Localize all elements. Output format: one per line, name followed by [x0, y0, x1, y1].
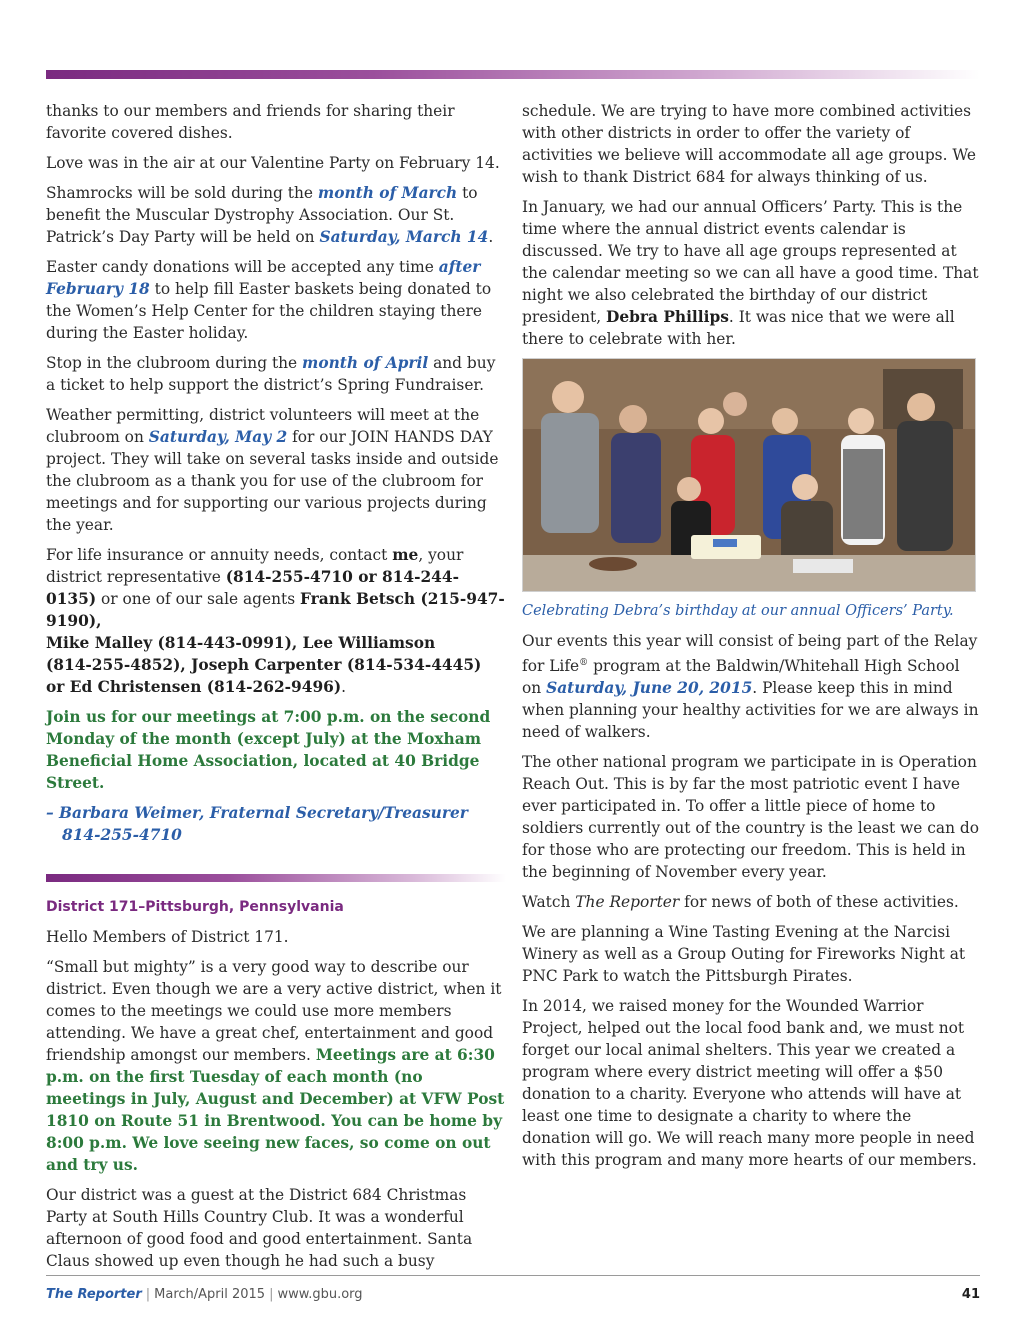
meeting-notice: Join us for our meetings at 7:00 p.m. on the second Monday of the month (except July) at the Moxham Beneficial Home Association, located at 40 Bridge Street. [46, 708, 491, 792]
page-footer: The Reporter | March/April 2015 | www.gbu.org 41 [46, 1287, 980, 1302]
paragraph: schedule. We are trying to have more combined activities with other districts in order to offer the variety of activities we believe will accommodate all age groups. We wish to thank District 684 for always thinking of us. [522, 102, 977, 186]
paragraph: In 2014, we raised money for the Wounded Warrior Project, helped out the local food bank and, we must not forget our local animal shelters. This year we created a program where every district meeting will offer a $50 donation to a charity. Everyone who attends will have at least one time to designate a charity to where the donation will go. We will reach many more people in need with this program and many more hearts of our members. [522, 997, 977, 1170]
paragraph: Stop in the clubroom during the month of April and buy a ticket to help support the district’s Spring Fundraiser. [46, 354, 496, 394]
contact-paragraph: For life insurance or annuity needs, contact me, your district representative (814-255-4710 or 814-244-0135) or one of our sale agents Frank Betsch (215-947-9190), Mike Malley (814-443-0991), Lee Williamson (814-255-4852), Joseph Carpenter (814-534-4445) or Ed Christensen (814-262-9496). [46, 546, 505, 696]
paragraph: Weather permitting, district volunteers will meet at the clubroom on Saturday, May 2 for our JOIN HANDS DAY project. They will take on several tasks inside and outside the clubroom as a thank you for use of the clubroom for meetings and for supporting our various projects during the year. [46, 406, 499, 534]
publication-name: The Reporter [46, 1287, 142, 1302]
page-number: 41 [961, 1287, 980, 1302]
paragraph: The other national program we participate in is Operation Reach Out. This is by far the most patriotic event I have ever participated in. To offer a little piece of home to soldiers currently out of the country is the least we can do for those who are protecting our freedom. This is held in the beginning of November every year. [522, 753, 980, 882]
paragraph: In January, we had our annual Officers’ Party. This is the time where the annual district events calendar is discussed. We try to have all age groups represented at the calendar meeting so we can all have a good time. That night we also celebrated the birthday of our district president, Debra Phillips. It was nice that we were all there to celebrate with her. [522, 198, 979, 348]
paragraph: Our district was a guest at the District 684 Christmas Party at South Hills Country Club. It was a wonderful afternoon of good food and good entertainment. Santa Claus showed up even though he had such a busy [46, 1186, 473, 1270]
signature: – Barbara Weimer, Fraternal Secretary/Treasurer 814-255-4710 [46, 804, 468, 844]
paragraph: “Small but mighty” is a very good way to describe our district. Even though we are a very active district, when it comes to the meetings we could use more members attending. We have a great chef, entertainment and good friendship amongst our members. Meetings are at 6:30 p.m. on the first Tuesday of each month (no meetings in July, August and December) at VFW Post 1810 on Route 51 in Brentwood. You can be home by 8:00 p.m. We love seeing new faces, so come on out and try us. [46, 958, 505, 1174]
issue-date: March/April 2015 [154, 1287, 266, 1302]
paragraph: We are planning a Wine Tasting Evening at the Narcisi Winery as well as a Group Outing for Fireworks Night at PNC Park to watch the Pittsburgh Pirates. [522, 923, 966, 986]
paragraph: Shamrocks will be sold during the month of March to benefit the Muscular Dystrophy Association. Our St. Patrick’s Day Party will be held on Saturday, March 14. [46, 184, 494, 246]
top-accent-bar [46, 70, 980, 79]
district-heading: District 171–Pittsburgh, Pennsylvania [46, 899, 344, 915]
group-photo-illustration [523, 359, 975, 591]
paragraph: Love was in the air at our Valentine Party on February 14. [46, 154, 500, 172]
birthday-party-photo [522, 358, 976, 592]
paragraph: thanks to our members and friends for sharing their favorite covered dishes. [46, 102, 455, 142]
website-link[interactable]: www.gbu.org [277, 1287, 363, 1302]
right-column [522, 100, 982, 1179]
paragraph: Watch The Reporter for news of both of these activities. [522, 893, 959, 912]
section-divider-bar [46, 874, 506, 882]
paragraph: Hello Members of District 171. [46, 928, 289, 946]
photo-caption: Celebrating Debra’s birthday at our annual Officers’ Party. [522, 603, 954, 619]
footer-divider [46, 1275, 980, 1276]
left-column [46, 100, 506, 1280]
paragraph: Easter candy donations will be accepted any time after February 18 to help fill Easter baskets being donated to the Women’s Help Center for the children staying there during the Easter holiday. [46, 258, 492, 342]
paragraph: Our events this year will consist of being part of the Relay for Life® program at the Baldwin/Whitehall High School on Saturday, June 20, 2015. Please keep this in mind when planning your healthy activities for we are always in need of walkers. [522, 632, 979, 742]
